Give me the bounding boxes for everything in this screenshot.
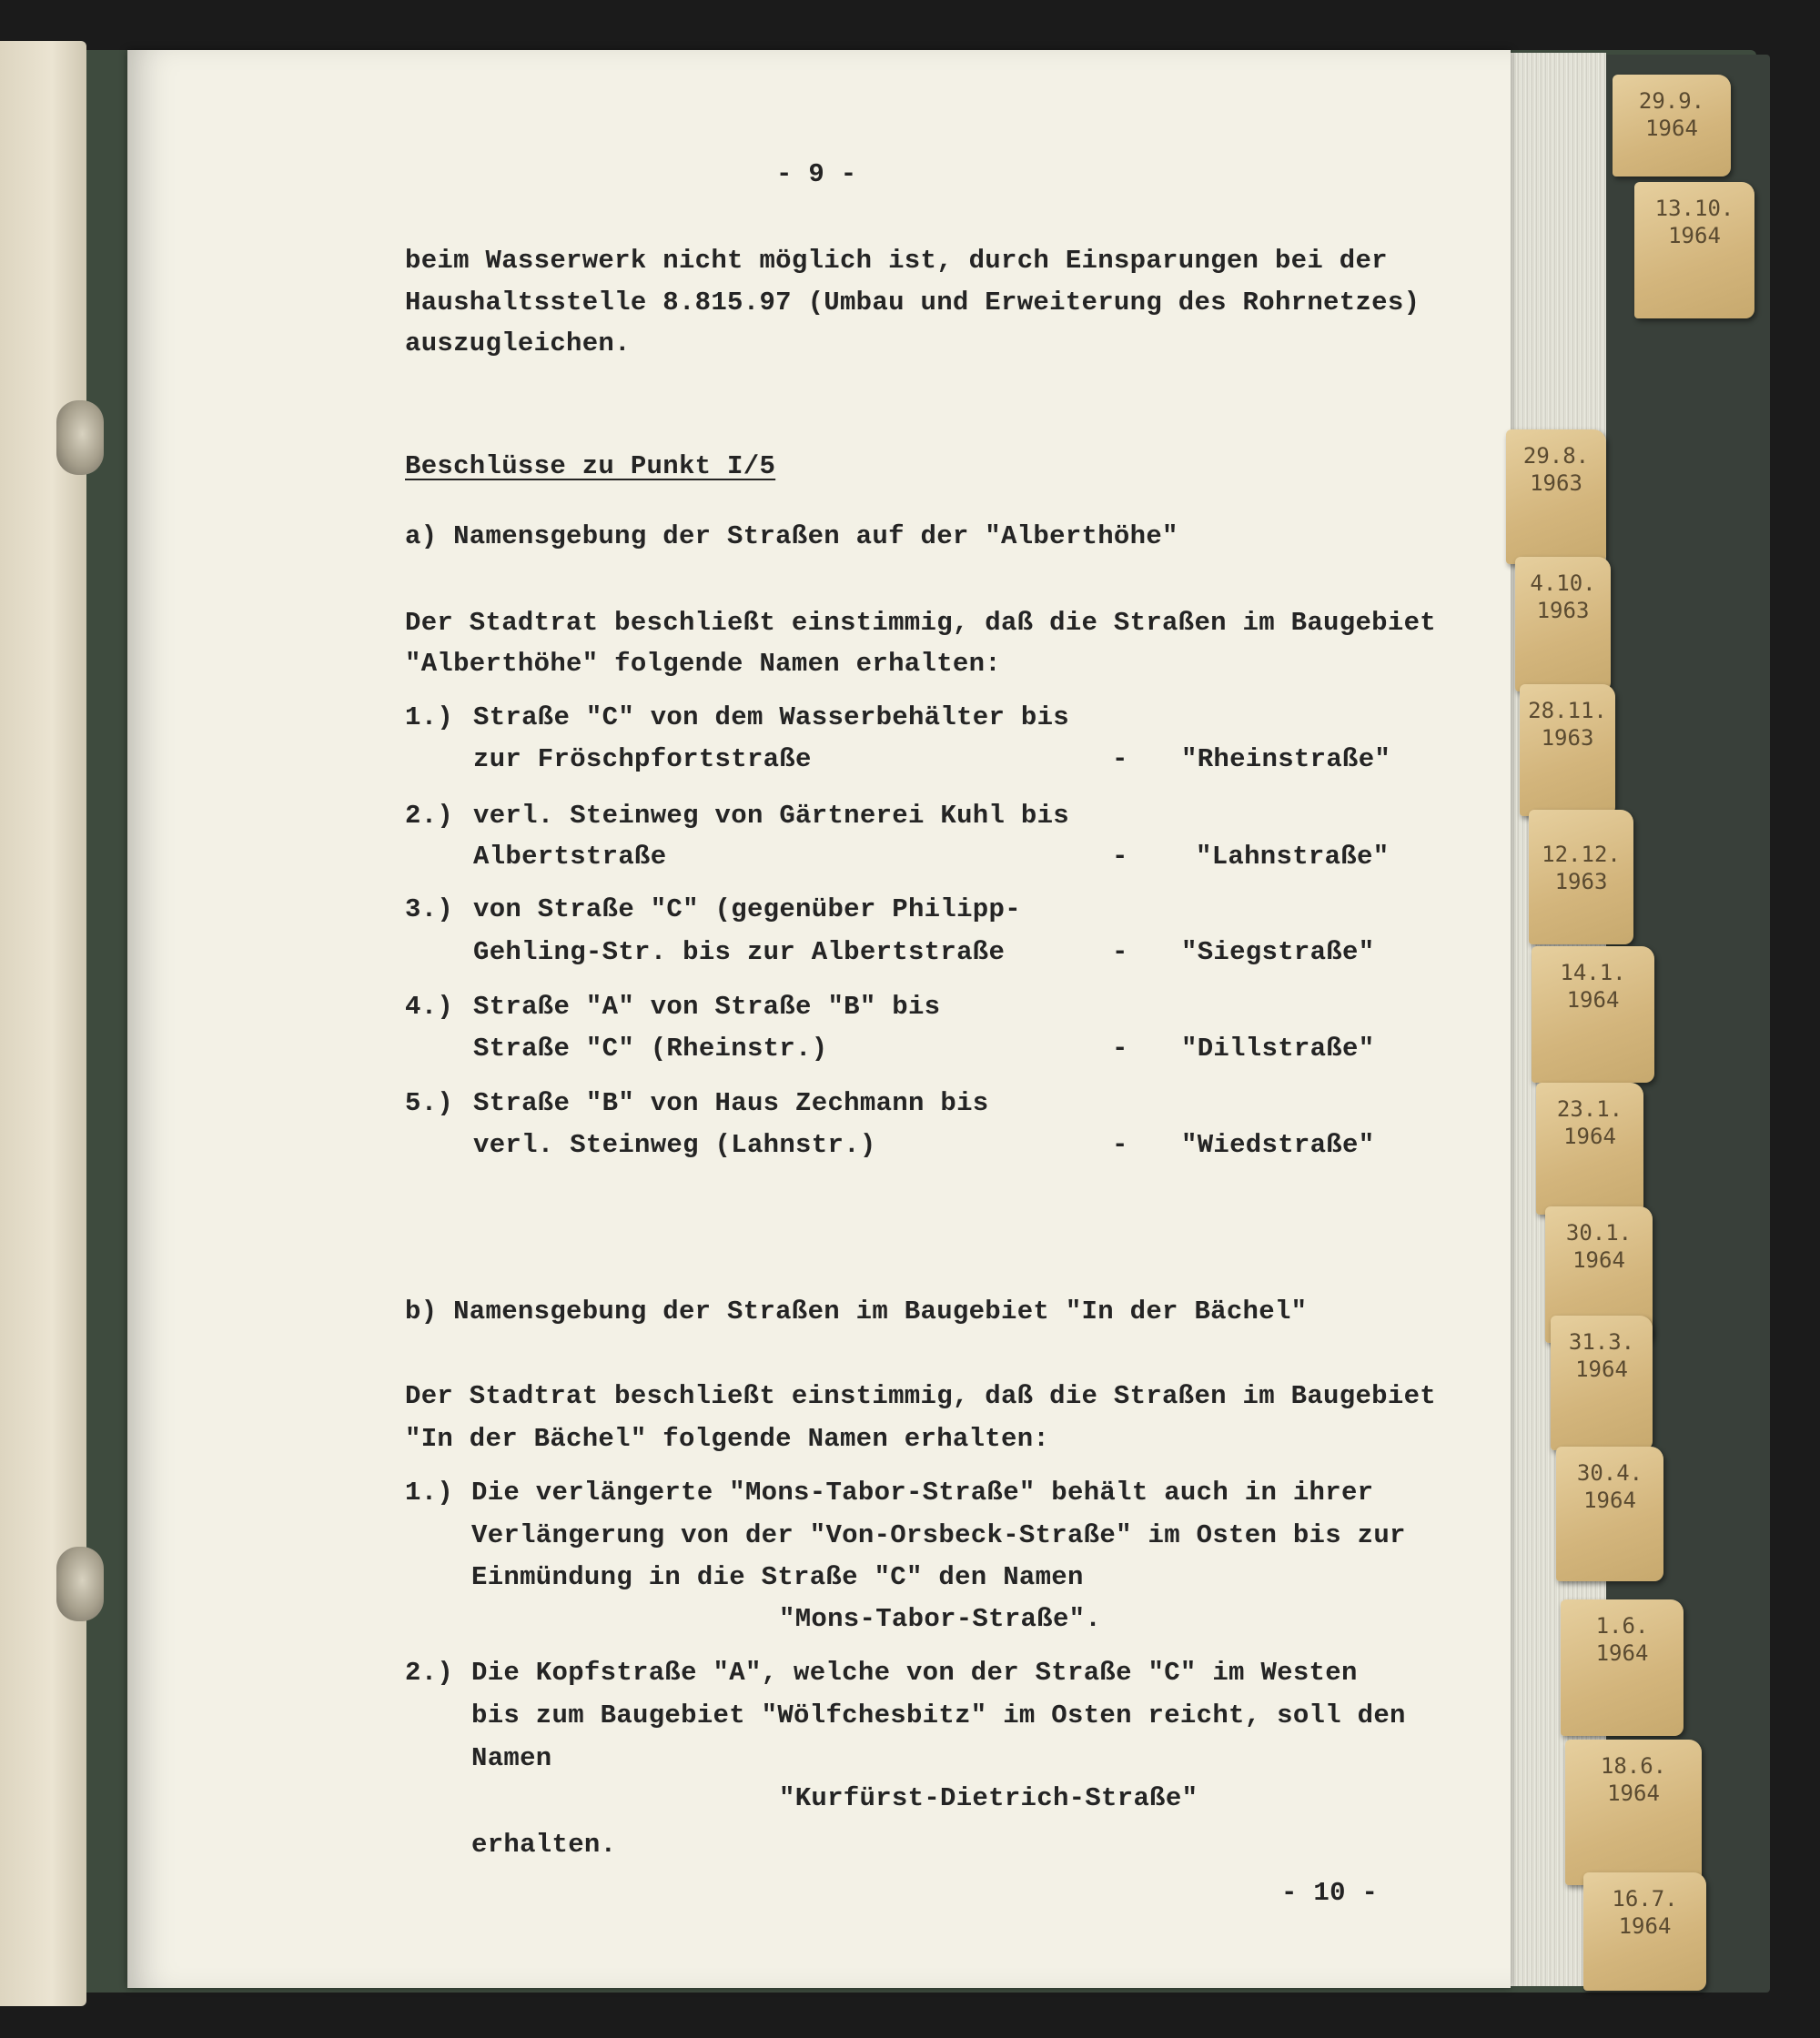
list-item: Verlängerung von der "Von-Orsbeck-Straße" im Osten bis zur	[471, 1520, 1406, 1550]
list-item: Namen	[471, 1743, 552, 1773]
date-tab[interactable]: 31.3. 1964	[1551, 1316, 1653, 1450]
text-line: "In der Bächel" folgende Namen erhalten:	[405, 1424, 1050, 1454]
date-tab[interactable]: 28.11. 1963	[1520, 684, 1615, 816]
list-item: zur Fröschpfortstraße	[473, 744, 812, 774]
street-name: "Rheinstraße"	[1181, 744, 1391, 774]
list-item: verl. Steinweg (Lahnstr.)	[473, 1130, 876, 1160]
list-item: bis zum Baugebiet "Wölfchesbitz" im Osten reicht, soll den	[471, 1700, 1406, 1730]
street-name: "Lahnstraße"	[1196, 842, 1390, 872]
date-tab[interactable]: 12.12. 1963	[1529, 810, 1633, 944]
date-tab[interactable]: 4.10. 1963	[1515, 557, 1611, 691]
list-item: Straße "A" von Straße "B" bis	[473, 992, 941, 1022]
list-number: 4.)	[405, 992, 454, 1022]
text-line: "Alberthöhe" folgende Namen erhalten:	[405, 649, 1002, 679]
list-number: 2.)	[405, 1658, 454, 1688]
street-name: "Wiedstraße"	[1181, 1130, 1375, 1160]
date-tab[interactable]: 13.10. 1964	[1634, 182, 1754, 318]
date-tab[interactable]: 23.1. 1964	[1536, 1083, 1643, 1215]
date-tab[interactable]: 16.7. 1964	[1583, 1872, 1706, 1991]
date-tab[interactable]: 29.8. 1963	[1506, 429, 1606, 564]
text-line: Der Stadtrat beschließt einstimmig, daß die Straßen im Baugebiet	[405, 608, 1436, 638]
subsection-title-a: a) Namensgebung der Straßen auf der "Alberthöhe"	[405, 521, 1178, 551]
list-item: erhalten.	[471, 1830, 617, 1860]
list-item: verl. Steinweg von Gärtnerei Kuhl bis	[473, 801, 1070, 831]
previous-page-edge	[0, 41, 86, 2006]
dash: -	[1112, 937, 1128, 967]
list-number: 1.)	[405, 702, 454, 732]
list-item: Straße "C" (Rheinstr.)	[473, 1034, 828, 1064]
list-number: 1.)	[405, 1478, 454, 1508]
list-item: Albertstraße	[473, 842, 667, 872]
street-name: "Siegstraße"	[1181, 937, 1375, 967]
date-tab[interactable]: 18.6. 1964	[1565, 1740, 1702, 1885]
next-page-number: - 10 -	[1281, 1878, 1379, 1908]
list-item: Die Kopfstraße "A", welche von der Straße "C" im Westen	[471, 1658, 1358, 1688]
text-line: beim Wasserwerk nicht möglich ist, durch Einsparungen bei der	[405, 246, 1388, 276]
date-tab[interactable]: 29.9. 1964	[1613, 75, 1731, 177]
list-item: Straße "B" von Haus Zechmann bis	[473, 1088, 989, 1118]
section-heading: Beschlüsse zu Punkt I/5	[405, 451, 776, 481]
dash: -	[1112, 1130, 1128, 1160]
dash: -	[1112, 744, 1128, 774]
text-line: Der Stadtrat beschließt einstimmig, daß die Straßen im Baugebiet	[405, 1381, 1436, 1411]
text-line: auszugleichen.	[405, 328, 631, 358]
binder-ring-top	[56, 400, 104, 475]
subsection-title-b: b) Namensgebung der Straßen im Baugebiet "In der Bächel"	[405, 1296, 1308, 1327]
street-name: "Mons-Tabor-Straße".	[779, 1604, 1102, 1634]
list-item: Straße "C" von dem Wasserbehälter bis	[473, 702, 1070, 732]
list-item: Gehling-Str. bis zur Albertstraße	[473, 937, 1006, 967]
list-number: 3.)	[405, 894, 454, 924]
list-number: 5.)	[405, 1088, 454, 1118]
list-item: von Straße "C" (gegenüber Philipp-	[473, 894, 1021, 924]
date-tab[interactable]: 30.4. 1964	[1556, 1447, 1663, 1581]
street-name: "Kurfürst-Dietrich-Straße"	[779, 1783, 1198, 1813]
list-item: Die verlängerte "Mons-Tabor-Straße" behält auch in ihrer	[471, 1478, 1374, 1508]
list-item: Einmündung in die Straße "C" den Namen	[471, 1562, 1084, 1592]
street-name: "Dillstraße"	[1181, 1034, 1375, 1064]
date-tab[interactable]: 30.1. 1964	[1545, 1206, 1653, 1343]
binder-ring-bottom	[56, 1547, 104, 1621]
date-tab[interactable]: 1.6. 1964	[1561, 1599, 1684, 1736]
list-number: 2.)	[405, 801, 454, 831]
text-line: Haushaltsstelle 8.815.97 (Umbau und Erweiterung des Rohrnetzes)	[405, 288, 1421, 318]
date-tab[interactable]: 14.1. 1964	[1532, 946, 1654, 1083]
page-number: - 9 -	[776, 159, 857, 189]
dash: -	[1112, 842, 1128, 872]
dash: -	[1112, 1034, 1128, 1064]
